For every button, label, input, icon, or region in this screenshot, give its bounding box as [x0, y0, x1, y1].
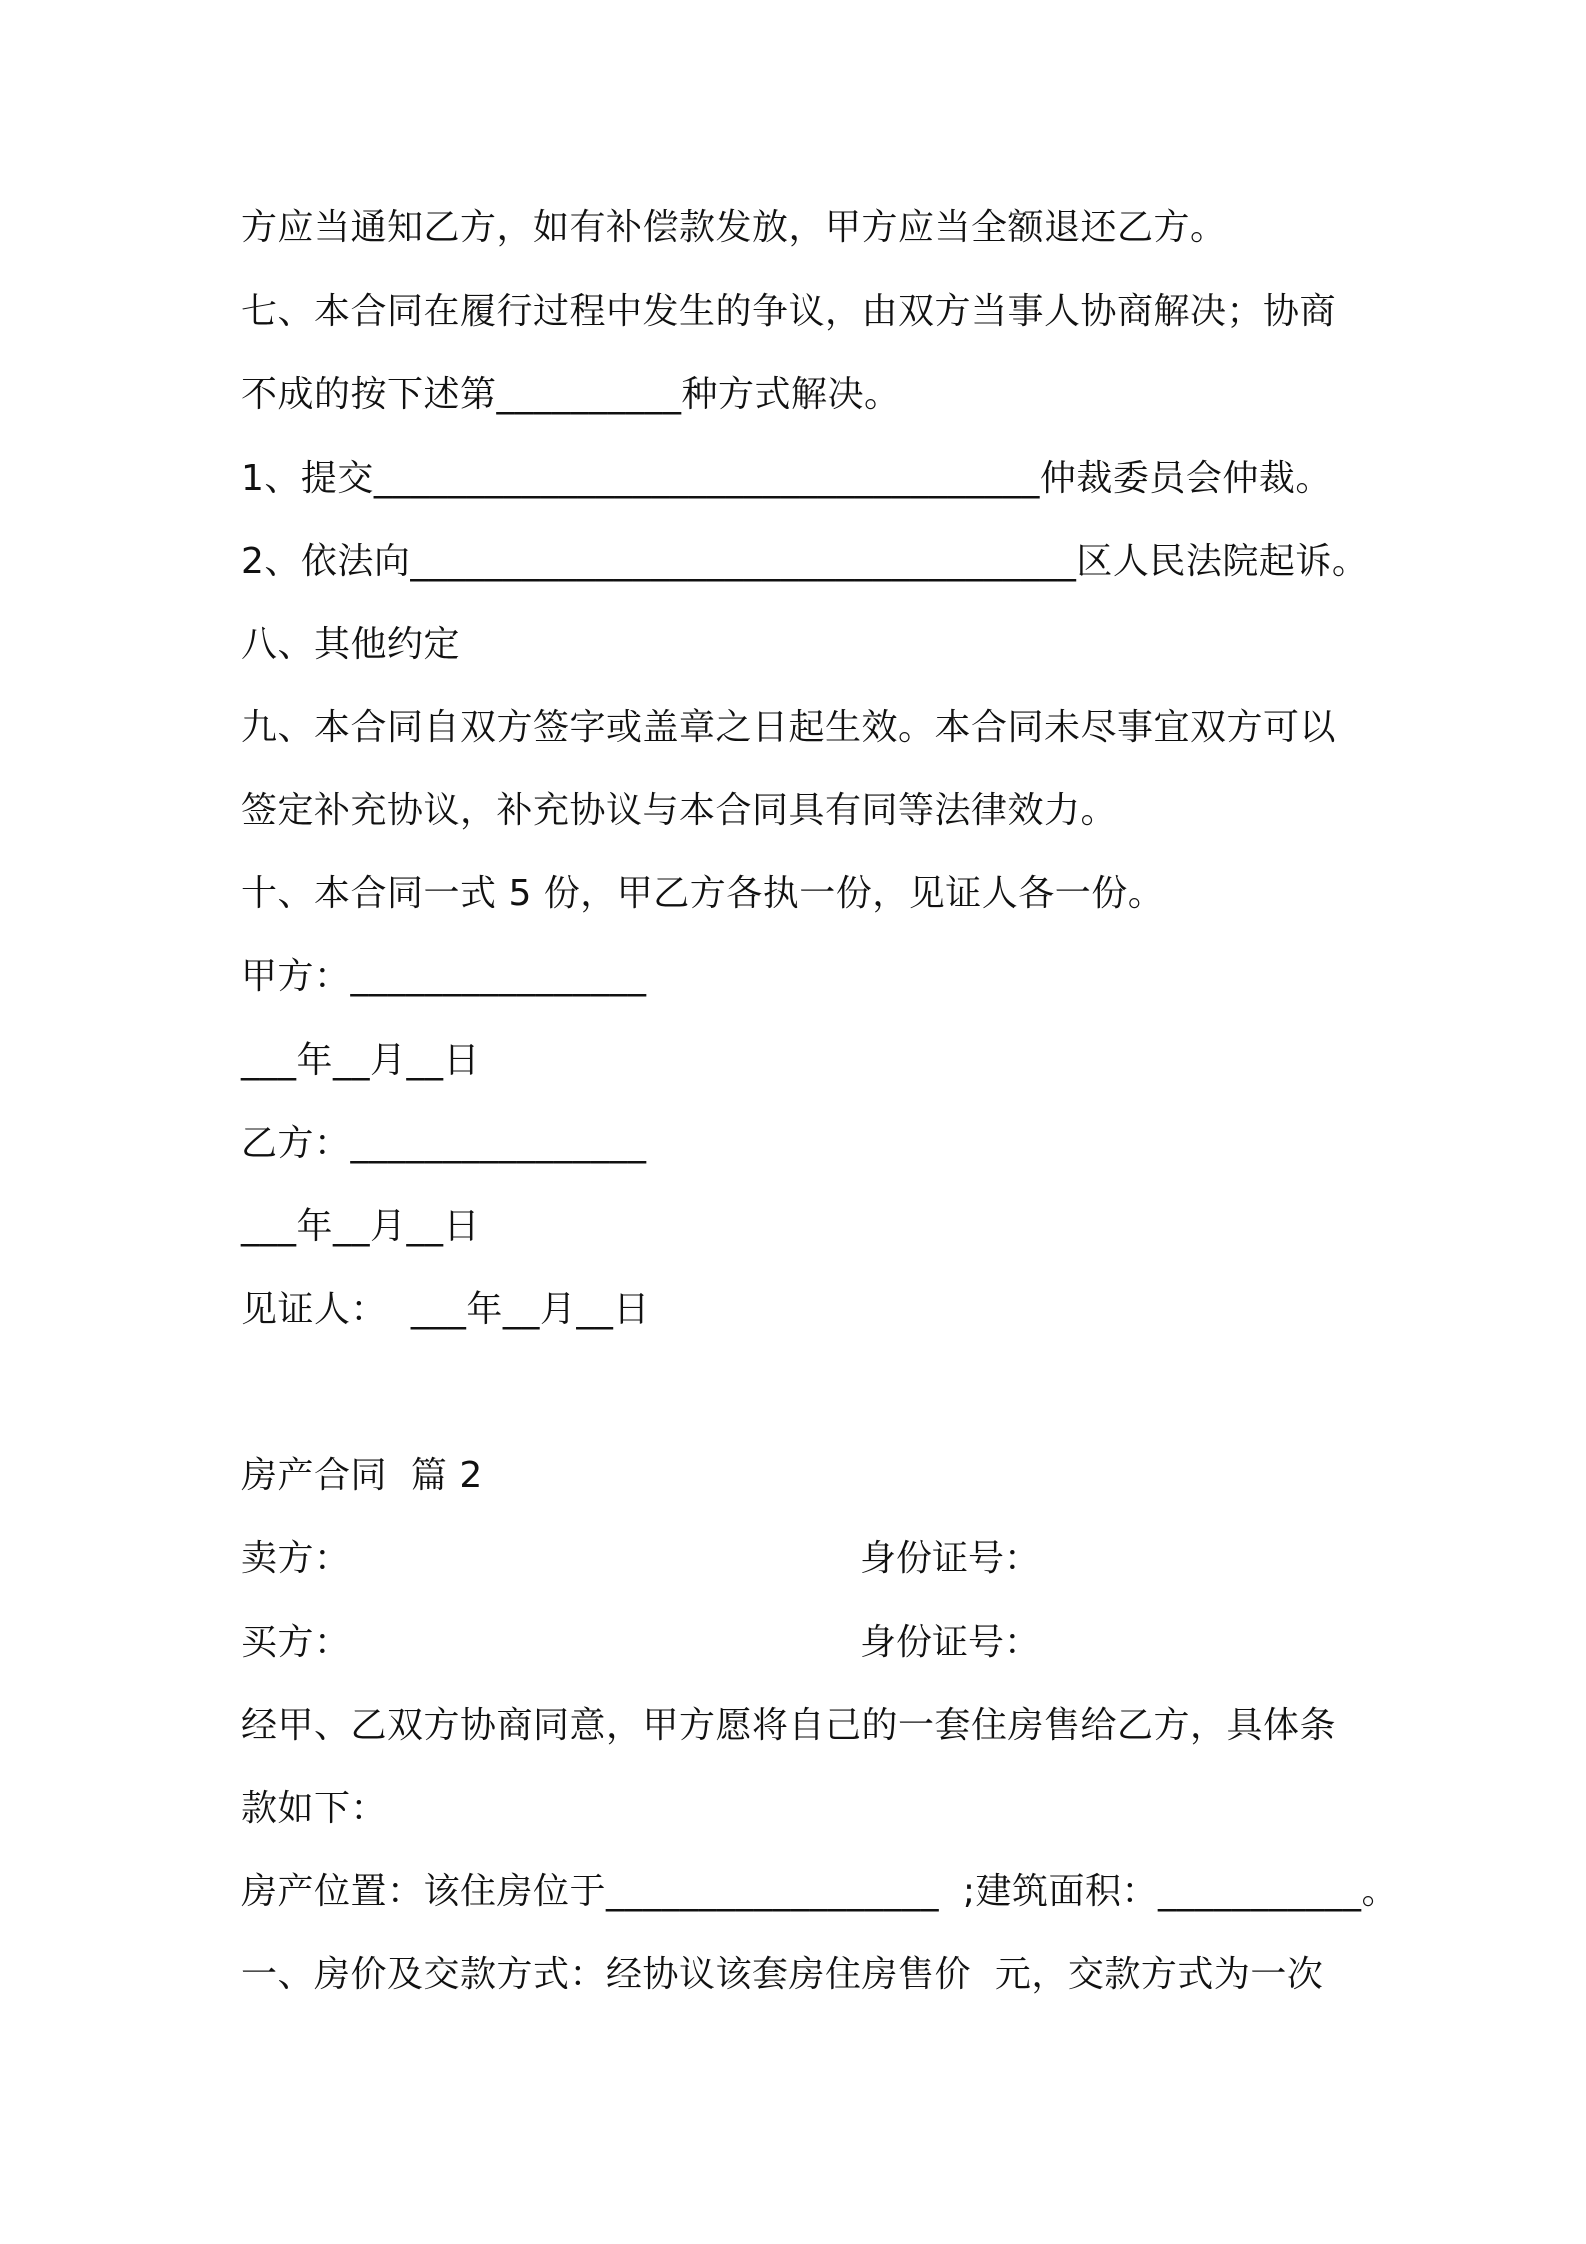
paragraph-line: 经甲、乙双方协商同意，甲方愿将自己的一套住房售给乙方，具体条: [241, 1705, 1337, 1746]
paragraph-line: 一、房价及交款方式：经协议该套房住房售价 元，交款方式为一次: [241, 1954, 1324, 1995]
paragraph-line: 十、本合同一式 5 份，甲乙方各执一份，见证人各一份。: [241, 873, 1165, 914]
paragraph-line: 款如下：: [241, 1788, 388, 1829]
signature-line-party-b: 乙方：________________: [241, 1123, 647, 1164]
buyer-label: 买方：: [241, 1622, 351, 1663]
paragraph-line: 九、本合同自双方签字或盖章之日起生效。本合同未尽事宜双方可以: [241, 707, 1337, 748]
signature-line-party-a: 甲方：________________: [241, 956, 647, 997]
seller-id-label: 身份证号：: [860, 1538, 1041, 1579]
buyer-id-label: 身份证号：: [860, 1622, 1041, 1663]
paragraph-line: 方应当通知乙方，如有补偿款发放，甲方应当全额退还乙方。: [241, 207, 1227, 248]
section-title: 房产合同 篇 2: [241, 1455, 483, 1496]
seller-label: 卖方：: [241, 1538, 351, 1579]
paragraph-line: 2、依法向____________________________________区人民法院起诉。: [241, 541, 1369, 582]
property-location-line: 房产位置：该住房位于__________________ ;建筑面积：___________。: [241, 1871, 1399, 1912]
paragraph-line: 八、其他约定: [241, 624, 461, 665]
witness-line: 见证人： ___年__月__日: [241, 1289, 650, 1330]
paragraph-line: 不成的按下述第__________种方式解决。: [241, 374, 901, 415]
date-line: ___年__月__日: [241, 1206, 481, 1247]
paragraph-line: 1、提交____________________________________仲裁委员会仲裁。: [241, 458, 1332, 499]
paragraph-line: 七、本合同在履行过程中发生的争议，由双方当事人协商解决；协商: [241, 291, 1337, 332]
date-line: ___年__月__日: [241, 1040, 481, 1081]
paragraph-line: 签定补充协议，补充协议与本合同具有同等法律效力。: [241, 790, 1118, 831]
